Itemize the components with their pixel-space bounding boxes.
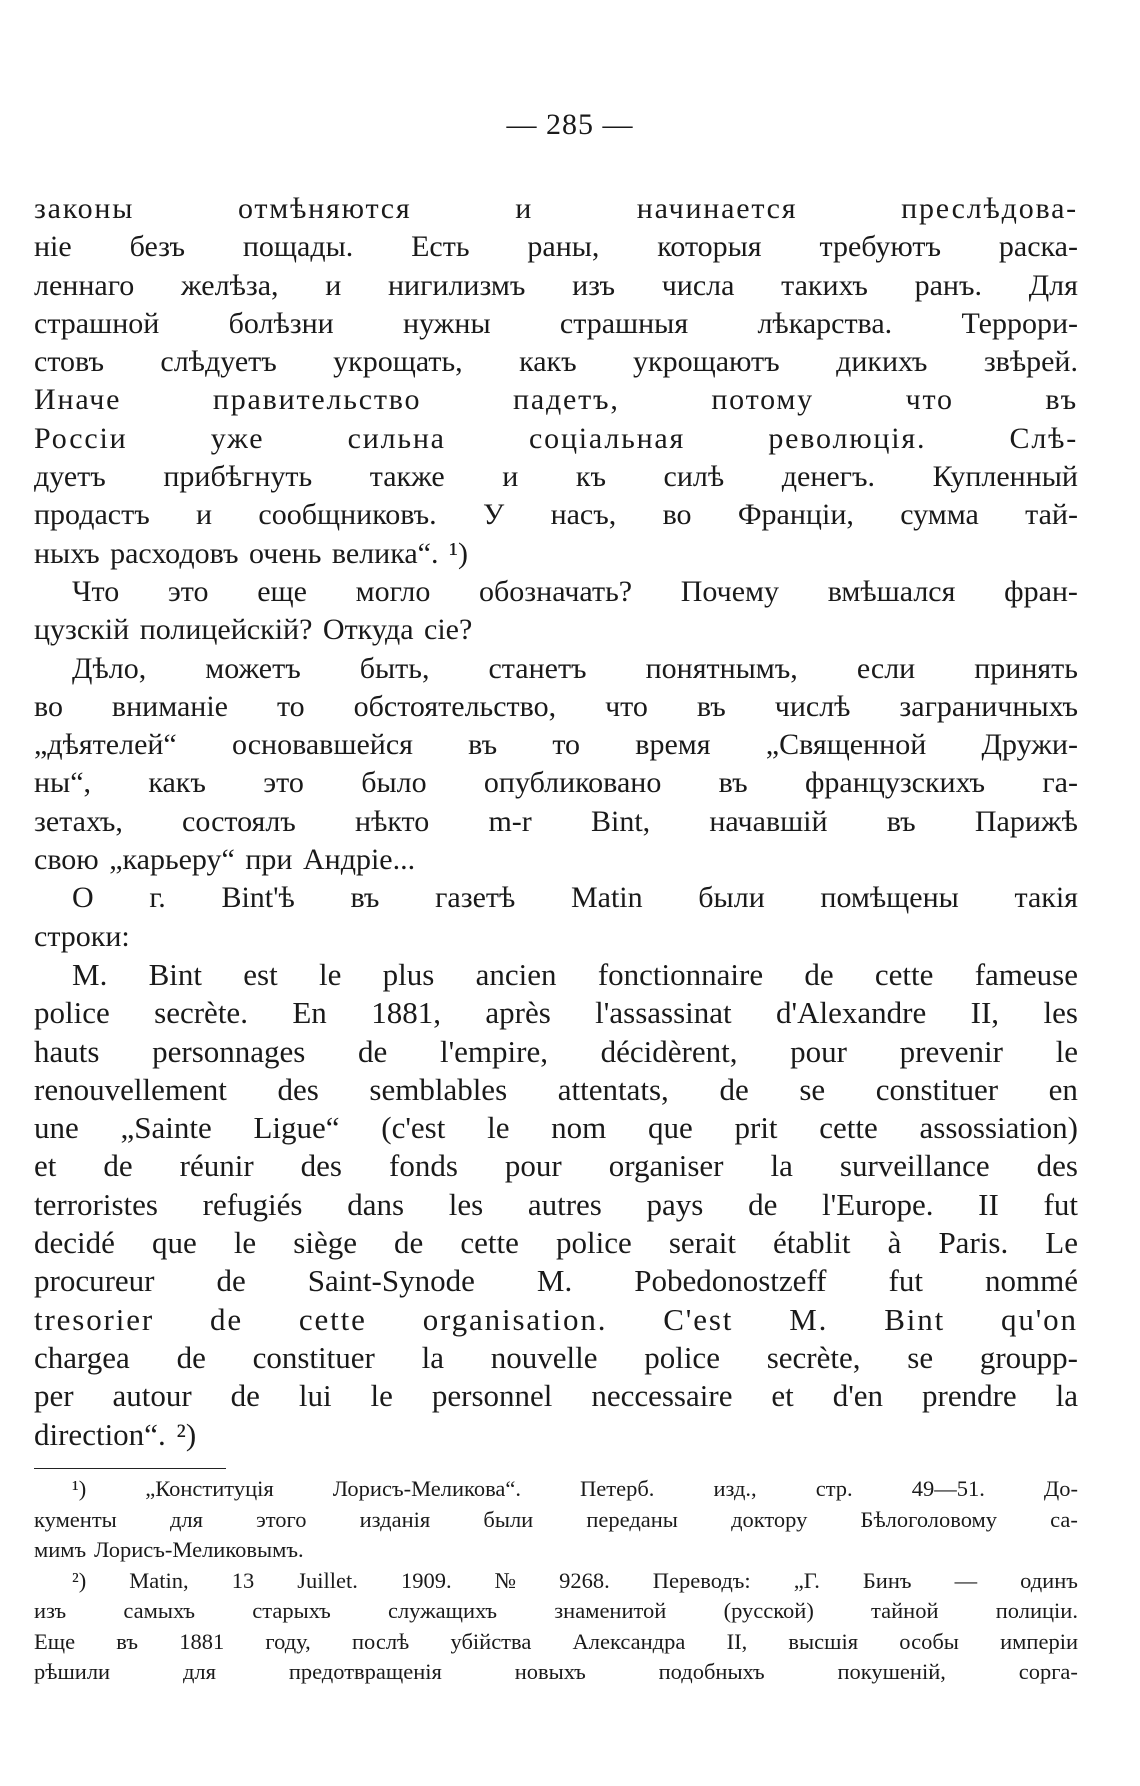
- footnote-line: ²) Matin, 13 Juillet. 1909. № 9268. Переводъ: „Г. Бинъ — одинъ: [72, 1567, 1078, 1593]
- text-line: terroristes refugiés dans les autres pays de l'Europe. II fut: [34, 1186, 1078, 1222]
- text-line: direction“. ²): [34, 1416, 197, 1452]
- footnote-line: рѣшили для предотвращенія новыхъ подобныхъ покушеній, сорга-: [34, 1659, 1078, 1684]
- text-line: M. Bint est le plus ancien fonctionnaire de cette fameuse: [72, 956, 1078, 992]
- page-number: — 285 —: [506, 108, 634, 141]
- text-line: дуетъ прибѣгнуть также и къ силѣ денегъ. Купленный: [34, 460, 1078, 494]
- text-line: во вниманіе то обстоятельство, что въ числѣ заграничныхъ: [34, 689, 1078, 723]
- text-line: Иначе правительство падетъ, потому что въ: [34, 383, 1078, 417]
- text-line: chargea de constituer la nouvelle police secrète, se groupp-: [34, 1339, 1078, 1375]
- text-line: Дѣло, можетъ быть, станетъ понятнымъ, если принять: [72, 651, 1078, 685]
- text-line: ны“, какъ это было опубликовано въ французскихъ га-: [34, 766, 1078, 800]
- text-line: свою „карьеру“ при Андріе...: [34, 843, 416, 877]
- text-line: tresorier de cette organisation. C'est M. Bint qu'on: [34, 1301, 1078, 1337]
- text-line: Россіи уже сильна соціальная революція. Слѣ-: [34, 421, 1078, 455]
- footnote-rule: [34, 1468, 226, 1469]
- text-line: О г. Bint'ѣ въ газетѣ Matin были помѣщены такія: [72, 881, 1078, 915]
- text-line: une „Sainte Ligue“ (c'est le nom que prit cette assossiation): [34, 1110, 1078, 1146]
- footnote-line: Еще въ 1881 году, послѣ убійства Александра II, высшія особы имперіи: [34, 1628, 1078, 1654]
- text-line: зетахъ, состоялъ нѣкто m-r Bint, начавшій въ Парижѣ: [34, 804, 1078, 838]
- text-line: леннаго желѣза, и нигилизмъ изъ числа такихъ ранъ. Для: [34, 268, 1078, 302]
- footnote-line: изъ самыхъ старыхъ служащихъ знаменитой (русской) тайной полиціи.: [34, 1598, 1078, 1623]
- text-line: renouvellement des semblables attentats, de se constituer en: [34, 1071, 1078, 1107]
- text-line: стовъ слѣдуетъ укрощать, какъ укрощаютъ дикихъ звѣрей.: [34, 345, 1078, 379]
- text-line: et de réunir des fonds pour organiser la surveillance des: [34, 1148, 1078, 1184]
- text-line: per autour de lui le personnel neccessaire et d'en prendre la: [34, 1378, 1078, 1414]
- text-line: продастъ и сообщниковъ. У насъ, во Франціи, сумма тай-: [34, 498, 1078, 532]
- text-line: законы отмѣняются и начинается преслѣдова-: [34, 192, 1078, 225]
- text-line: Что это еще могло обозначать? Почему вмѣшался фран-: [72, 574, 1078, 608]
- text-line: „дѣятелей“ основавшейся въ то время „Священной Дружи-: [34, 728, 1078, 762]
- text-line: строки:: [34, 919, 130, 953]
- text-line: hauts personnages de l'empire, décidèrent, pour prevenir le: [34, 1033, 1078, 1069]
- text-line: decidé que le siège de cette police serait établit à Paris. Le: [34, 1225, 1078, 1261]
- text-line: police secrète. En 1881, après l'assassinat d'Alexandre II, les: [34, 995, 1078, 1031]
- text-line: цузскій полицейскій? Откуда сіе?: [34, 613, 473, 647]
- footnote-line: ¹) „Конституція Лорисъ-Меликова“. Петерб. изд., стр. 49—51. До-: [72, 1476, 1078, 1501]
- footnote-line: кументы для этого изданія были переданы доктору Бѣлоголовому са-: [34, 1506, 1078, 1532]
- footnotes: [34, 1474, 1078, 1688]
- body-text: [34, 190, 1078, 1454]
- text-line: procureur de Saint-Synode M. Pobedonostzeff fut nommé: [34, 1263, 1078, 1299]
- text-line: страшной болѣзни нужны страшныя лѣкарства. Террори-: [34, 306, 1078, 340]
- footnote-line: мимъ Лорисъ-Меликовымъ.: [34, 1537, 304, 1562]
- text-line: ніе безъ пощады. Есть раны, которыя требуютъ раска-: [34, 230, 1078, 264]
- text-line: ныхъ расходовъ очень велика“. ¹): [34, 536, 468, 570]
